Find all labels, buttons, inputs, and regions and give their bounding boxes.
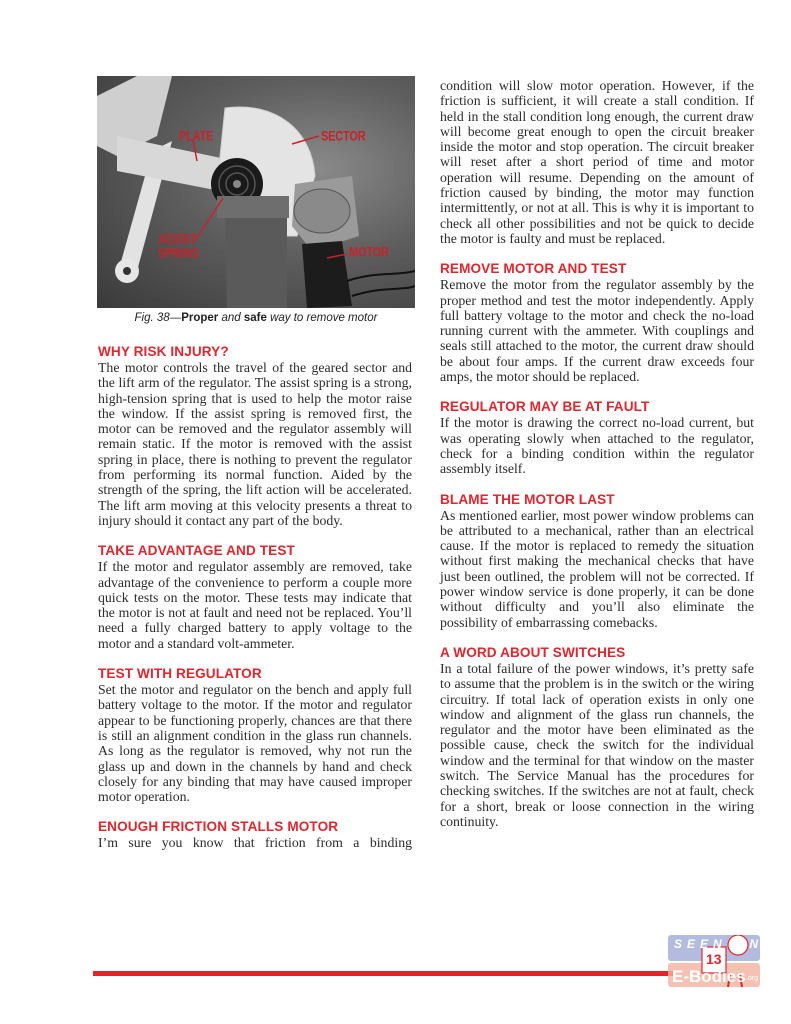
section-body: Set the motor and regulator on the bench and apply full battery voltage to the motor. If the motor and regulator appear to be functioning properly, chances are that there is still an alignment condition in the glass run channels. As long as the regulator is removed, why not run the glass up and down in the channels by hand and check closely for any binding that may have caused improper motor operation. <box>98 682 412 805</box>
figure-photo <box>97 76 415 308</box>
section-why-risk-injury <box>98 344 412 528</box>
label-motor: MOTOR <box>349 245 389 261</box>
caption-bold-safe: safe <box>243 312 267 324</box>
section-blame-the-motor-last <box>440 492 754 630</box>
figure-caption <box>97 312 415 324</box>
section-body: If the motor and regulator assembly are removed, take advantage of the convenience to perform a couple more quick tests on the motor. These tests may indicate that the motor is not at fault and need not be replaced. You’ll need a fully charged battery to apply voltage to the motor and a standard volt-ammeter. <box>98 559 412 651</box>
caption-suffix: way to remove motor <box>266 312 378 324</box>
section-heading: WHY RISK INJURY? <box>98 344 229 359</box>
section-heading: A WORD ABOUT SWITCHES <box>440 644 626 660</box>
page-number-badge <box>668 935 764 991</box>
watermark-bottom-text: E-Bodies <box>672 967 746 986</box>
section-body: As mentioned earlier, most power window problems can be attributed to a mechanical, rather than an electrical cause. If the motor is replaced to remedy the situation without first making the mechanical checks that have just been outlined, the problem will not be corrected. If power window service is done properly, it can be done without difficulty and you’ll also eliminate the possibility of embarrassing comebacks. <box>440 507 754 630</box>
watermark-top-text: SEEN ON <box>674 937 764 951</box>
label-assist-spring-line1: ASSIST <box>158 232 197 248</box>
section-heading: TEST WITH REGULATOR <box>98 666 262 682</box>
section-heading: REMOVE MOTOR AND TEST <box>440 261 627 277</box>
section-body: I’m sure you know that friction from a binding <box>98 835 412 851</box>
caption-mid: and <box>218 312 244 324</box>
label-plate: PLATE <box>179 129 214 145</box>
section-test-with-regulator <box>98 666 412 804</box>
section-remove-motor-and-test <box>440 261 754 384</box>
section-body: In a total failure of the power windows, it’s pretty safe to assume that the problem is in the switch or the wiring circuitry. If total lack of operation exists in only one window and alignment of the glass run channels, the regulator and the motor have been eliminated as the possible cause, check the switch for the individual window and the terminal for that window on the master switch. The Service Manual has the procedures for checking switches. If the switches are not at fault, check for a short, break or loose connection in the wiring continuity. <box>440 660 754 829</box>
footer-rule <box>93 971 673 976</box>
page-number: 13 <box>706 951 722 967</box>
section-a-word-about-switches <box>440 645 754 829</box>
section-body: Remove the motor from the regulator assembly by the proper method and test the motor independently. Apply full battery voltage to the motor and check the no-load running current with the ammeter. With couplings and seals still attached to the motor, the current draw should be about four amps. If the current draw exceeds four amps, the motor should be replaced. <box>440 277 754 385</box>
window-regulator-photo-illustration <box>97 76 415 308</box>
left-column <box>98 344 412 866</box>
right-column <box>440 78 754 844</box>
section-take-advantage-and-test <box>98 543 412 651</box>
section-heading: BLAME THE MOTOR LAST <box>440 491 615 507</box>
caption-bold-proper: Proper <box>181 312 219 324</box>
section-body: condition will slow motor operation. However, if the friction is sufficient, it will create a stall condition. If held in the stall condition long enough, the current draw will become great enough to open the circuit breaker inside the motor and stop operation. The circuit breaker will reset after a short period of time and motor operation will resume. Depending on the amount of friction caused by binding, the motor may function intermittently, or not at all. This is why it is important to check all other possibilities and not be quick to decide the motor is faulty and must be replaced. <box>440 78 754 246</box>
section-heading: REGULATOR MAY BE AT FAULT <box>440 399 650 415</box>
section-heading: TAKE ADVANTAGE AND TEST <box>98 543 295 559</box>
section-heading: ENOUGH FRICTION STALLS MOTOR <box>98 819 339 835</box>
watermark-suffix: .org <box>746 975 759 982</box>
section-regulator-may-be-at-fault <box>440 399 754 476</box>
label-assist-spring-line2: SPRING <box>158 246 199 262</box>
label-sector: SECTOR <box>321 129 366 145</box>
section-friction-continued <box>440 78 754 246</box>
section-body: If the motor is drawing the correct no-load current, but was operating slowly when attached to the regulator, check for a binding condition within the regulator assembly itself. <box>440 415 754 477</box>
section-enough-friction-stalls-motor <box>98 819 412 850</box>
section-body: The motor controls the travel of the geared sector and the lift arm of the regulator. The assist spring is a strong, high-tension spring that is used to help the motor raise the window. If the assist spring is removed first, the motor can be removed and the regulator assembly will remain static. If the motor is removed with the assist spring in place, there is nothing to prevent the regulator from performing its normal function. Aided by the strength of the spring, the lift action will be accelerated. The lift arm moving at this velocity presents a threat to injury should it contact any part of the body. <box>98 360 412 528</box>
caption-prefix: Fig. 38— <box>134 312 182 324</box>
